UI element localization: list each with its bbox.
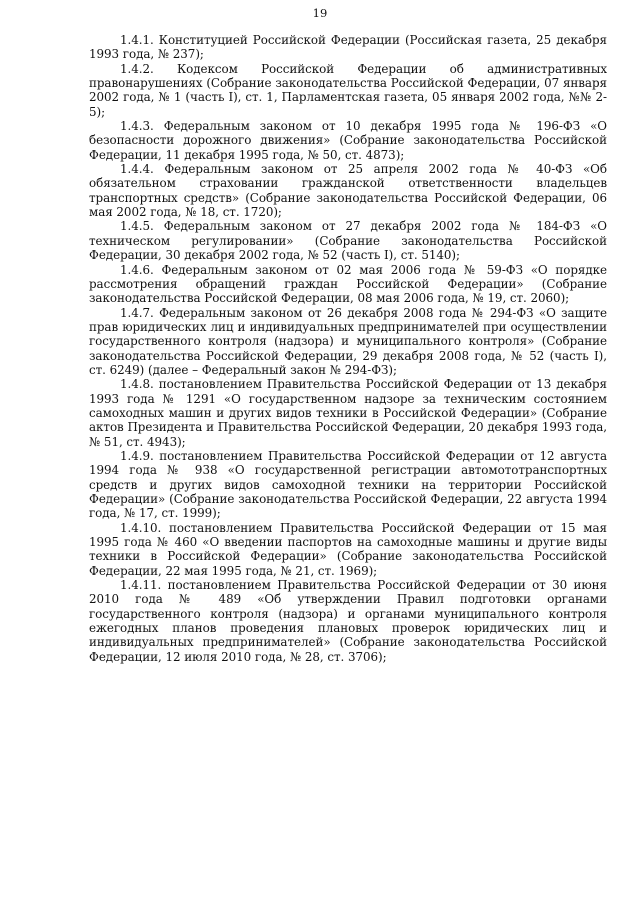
list-item-1-4-3: 1.4.3. Федеральным законом от 10 декабря 1995 года № 196-ФЗ «О безопасности дорожного движения» (Собрание законодательства Российской Федерации, 11 декабря 1995 года, № 50, ст. 4873);: [89, 119, 607, 162]
list-item-1-4-7: 1.4.7. Федеральным законом от 26 декабря 2008 года № 294-ФЗ «О защите прав юридических лиц и индивидуальных предпринимателей при осуществлении государственного контроля (надзора) и муниципального контроля» (Собрание законодательства Российской Федерации, 29 декабря 2008 года, № 52 (часть I), ст. 6249) (далее – Федеральный закон № 294-ФЗ);: [89, 305, 607, 377]
list-item-1-4-6: 1.4.6. Федеральным законом от 02 мая 2006 года № 59-ФЗ «О порядке рассмотрения обращений граждан Российской Федерации» (Собрание законодательства Российской Федерации, 08 мая 2006 года, № 19, ст. 2060);: [89, 262, 607, 306]
list-item-1-4-2: 1.4.2. Кодексом Российской Федерации об административных правонарушениях (Собрание законодательства Российской Федерации, 07 января 2002 года, № 1 (часть I), ст. 1, Парламентская газета, 05 января 2002 года, №№ 2-5);: [89, 61, 607, 119]
list-item-1-4-1: 1.4.1. Конституцией Российской Федерации (Российская газета, 25 декабря 1993 года, № 237);: [89, 33, 607, 62]
list-item-1-4-9: 1.4.9. постановлением Правительства Российской Федерации от 12 августа 1994 года № 938 «О государственной регистрации автомототранспортных средств и других видов самоходной техники на территории Российской Федерации» (Собрание законодательства Российской Федерации, 22 августа 1994 года, № 17, ст. 1999);: [89, 448, 607, 521]
list-item-1-4-11: 1.4.11. постановлением Правительства Российской Федерации от 30 июня 2010 года № 489 «Об утверждении Правил подготовки органами государственного контроля (надзора) и органами муниципального контроля ежегодных планов проведения плановых проверок юридических лиц и индивидуальных предпринимателей» (Собрание законодательства Российской Федерации, 12 июля 2010 года, № 28, ст. 3706);: [89, 578, 607, 664]
list-item-1-4-10: 1.4.10. постановлением Правительства Российской Федерации от 15 мая 1995 года № 460 «О введении паспортов на самоходные машины и другие виды техники в Российской Федерации» (Собрание законодательства Российской Федерации, 22 мая 1995 года, № 21, ст. 1969);: [89, 520, 607, 578]
legal-basis-list: [89, 33, 607, 664]
list-item-1-4-5: 1.4.5. Федеральным законом от 27 декабря 2002 года № 184-ФЗ «О техническом регулировании» (Собрание законодательства Российской Федерации, 30 декабря 2002 года, № 52 (часть I), ст. 5140);: [89, 219, 607, 263]
page-number: 19: [312, 6, 328, 20]
list-item-1-4-8: 1.4.8. постановлением Правительства Российской Федерации от 13 декабря 1993 года № 1291 «О государственном надзоре за техническим состоянием самоходных машин и других видов техники в Российской Федерации» (Собрание актов Президента и Правительства Российской Федерации, 20 декабря 1993 года, № 51, ст. 4943);: [89, 377, 607, 449]
list-item-1-4-4: 1.4.4. Федеральным законом от 25 апреля 2002 года № 40-ФЗ «Об обязательном страховании гражданской ответственности владельцев транспортных средств» (Собрание законодательства Российской Федерации, 06 мая 2002 года, № 18, ст. 1720);: [89, 162, 607, 220]
